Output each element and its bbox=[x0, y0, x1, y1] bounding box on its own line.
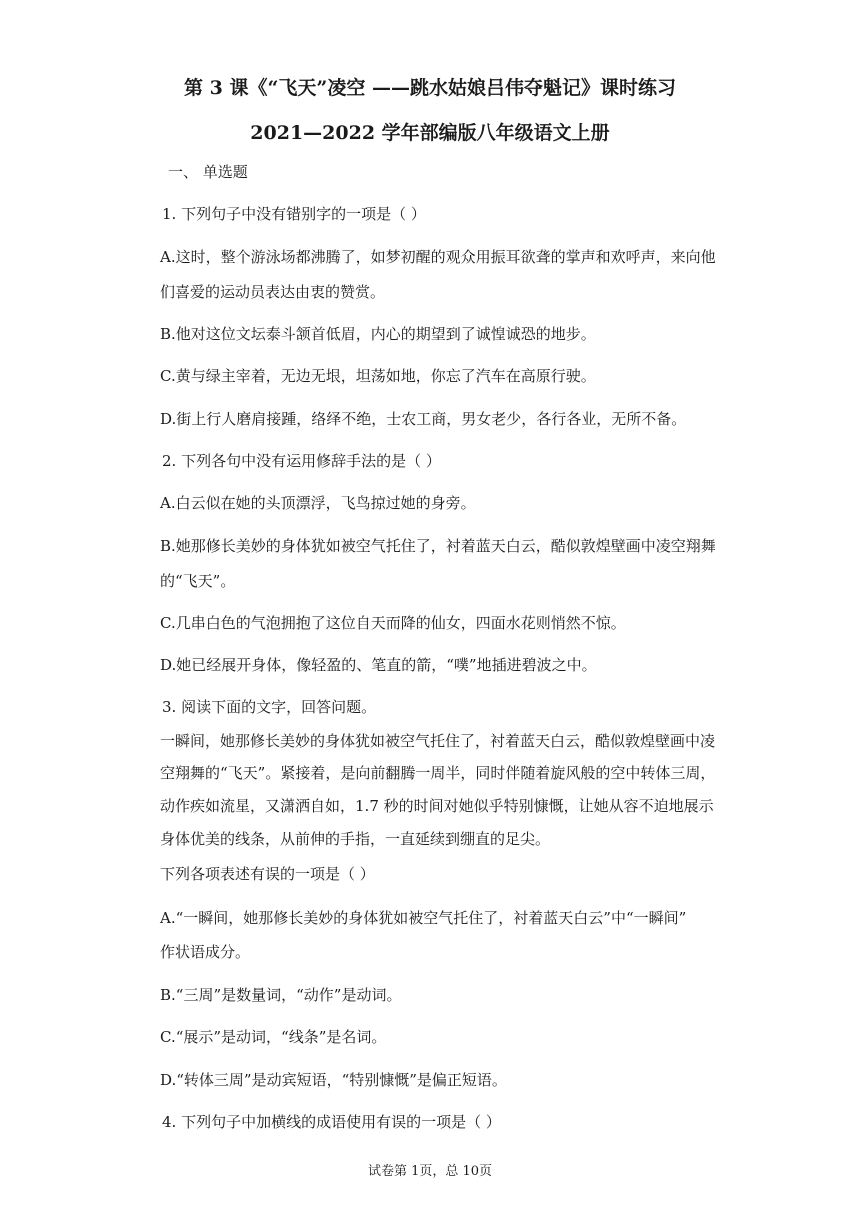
section-heading: 一、 单选题 bbox=[168, 163, 248, 181]
question-3-option-c: C.“展示”是动词，“线条”是名词。 bbox=[160, 1028, 387, 1046]
question-2-option-a: A.白云似在她的头顶漂浮，飞鸟掠过她的身旁。 bbox=[160, 494, 476, 512]
question-2-option-b: B.她那修长美妙的身体犹如被空气托住了，衬着蓝天白云，酷似敦煌壁画中凌空翔舞 bbox=[160, 537, 716, 555]
question-2-option-c: C.几串白色的气泡拥抱了这位自天而降的仙女，四面水花则悄然不惊。 bbox=[160, 614, 626, 632]
title-line-2: 2021—2022 学年部编版八年级语文上册 bbox=[250, 122, 610, 144]
question-1-option-a-cont: 们喜爱的运动员表达由衷的赞赏。 bbox=[160, 283, 386, 301]
question-3-option-a: A.“一瞬间，她那修长美妙的身体犹如被空气托住了，衬着蓝天白云”中“一瞬间” bbox=[160, 909, 687, 927]
question-3-option-d: D.“转体三周”是动宾短语，“特别慷慨”是偏正短语。 bbox=[160, 1071, 507, 1089]
question-2-option-b-cont: 的“飞天”。 bbox=[160, 572, 236, 590]
question-1-option-d: D.街上行人磨肩接踵，络绎不绝，士农工商，男女老少，各行各业，无所不备。 bbox=[160, 410, 687, 428]
question-3-option-b: B.“三周”是数量词，“动作”是动词。 bbox=[160, 986, 402, 1004]
question-1-stem: 1. 下列句子中没有错别字的一项是（ ） bbox=[162, 205, 426, 223]
question-3-prompt: 下列各项表述有误的一项是（ ） bbox=[160, 865, 375, 883]
question-3-passage-line-4: 身体优美的线条，从前伸的手指，一直延续到绷直的足尖。 bbox=[160, 830, 551, 848]
question-1-option-c: C.黄与绿主宰着，无边无垠，坦荡如地，你忘了汽车在高原行驶。 bbox=[160, 367, 596, 385]
question-3-passage-line-2: 空翔舞的“飞天”。紧接着，是向前翻腾一周半，同时伴随着旋风般的空中转体三周， bbox=[160, 764, 716, 782]
question-1-option-a: A.这时，整个游泳场都沸腾了，如梦初醒的观众用振耳欲聋的掌声和欢呼声，来向他 bbox=[160, 248, 716, 266]
question-3-option-a-cont: 作状语成分。 bbox=[160, 943, 251, 961]
question-3-stem: 3. 阅读下面的文字，回答问题。 bbox=[162, 698, 377, 716]
question-2-option-d: D.她已经展开身体，像轻盈的、笔直的箭，“噗”地插进碧波之中。 bbox=[160, 656, 597, 674]
question-3-passage-line-3: 动作疾如流星，又潇洒自如，1.7 秒的时间对她似乎特别慷慨，让她从容不迫地展示 bbox=[160, 797, 714, 815]
question-4-stem: 4. 下列句子中加横线的成语使用有误的一项是（ ） bbox=[162, 1113, 501, 1131]
question-3-passage-line-1: 一瞬间，她那修长美妙的身体犹如被空气托住了，衬着蓝天白云，酷似敦煌壁画中凌 bbox=[160, 732, 716, 750]
question-1-option-b: B.他对这位文坛泰斗颔首低眉，内心的期望到了诚惶诚恐的地步。 bbox=[160, 325, 596, 343]
page-footer: 试卷第 1页，总 10页 bbox=[367, 1164, 493, 1179]
question-2-stem: 2. 下列各句中没有运用修辞手法的是（ ） bbox=[162, 452, 441, 470]
title-line-1: 第 3 课《“飞天”凌空 ——跳水姑娘吕伟夺魁记》课时练习 bbox=[184, 77, 676, 99]
